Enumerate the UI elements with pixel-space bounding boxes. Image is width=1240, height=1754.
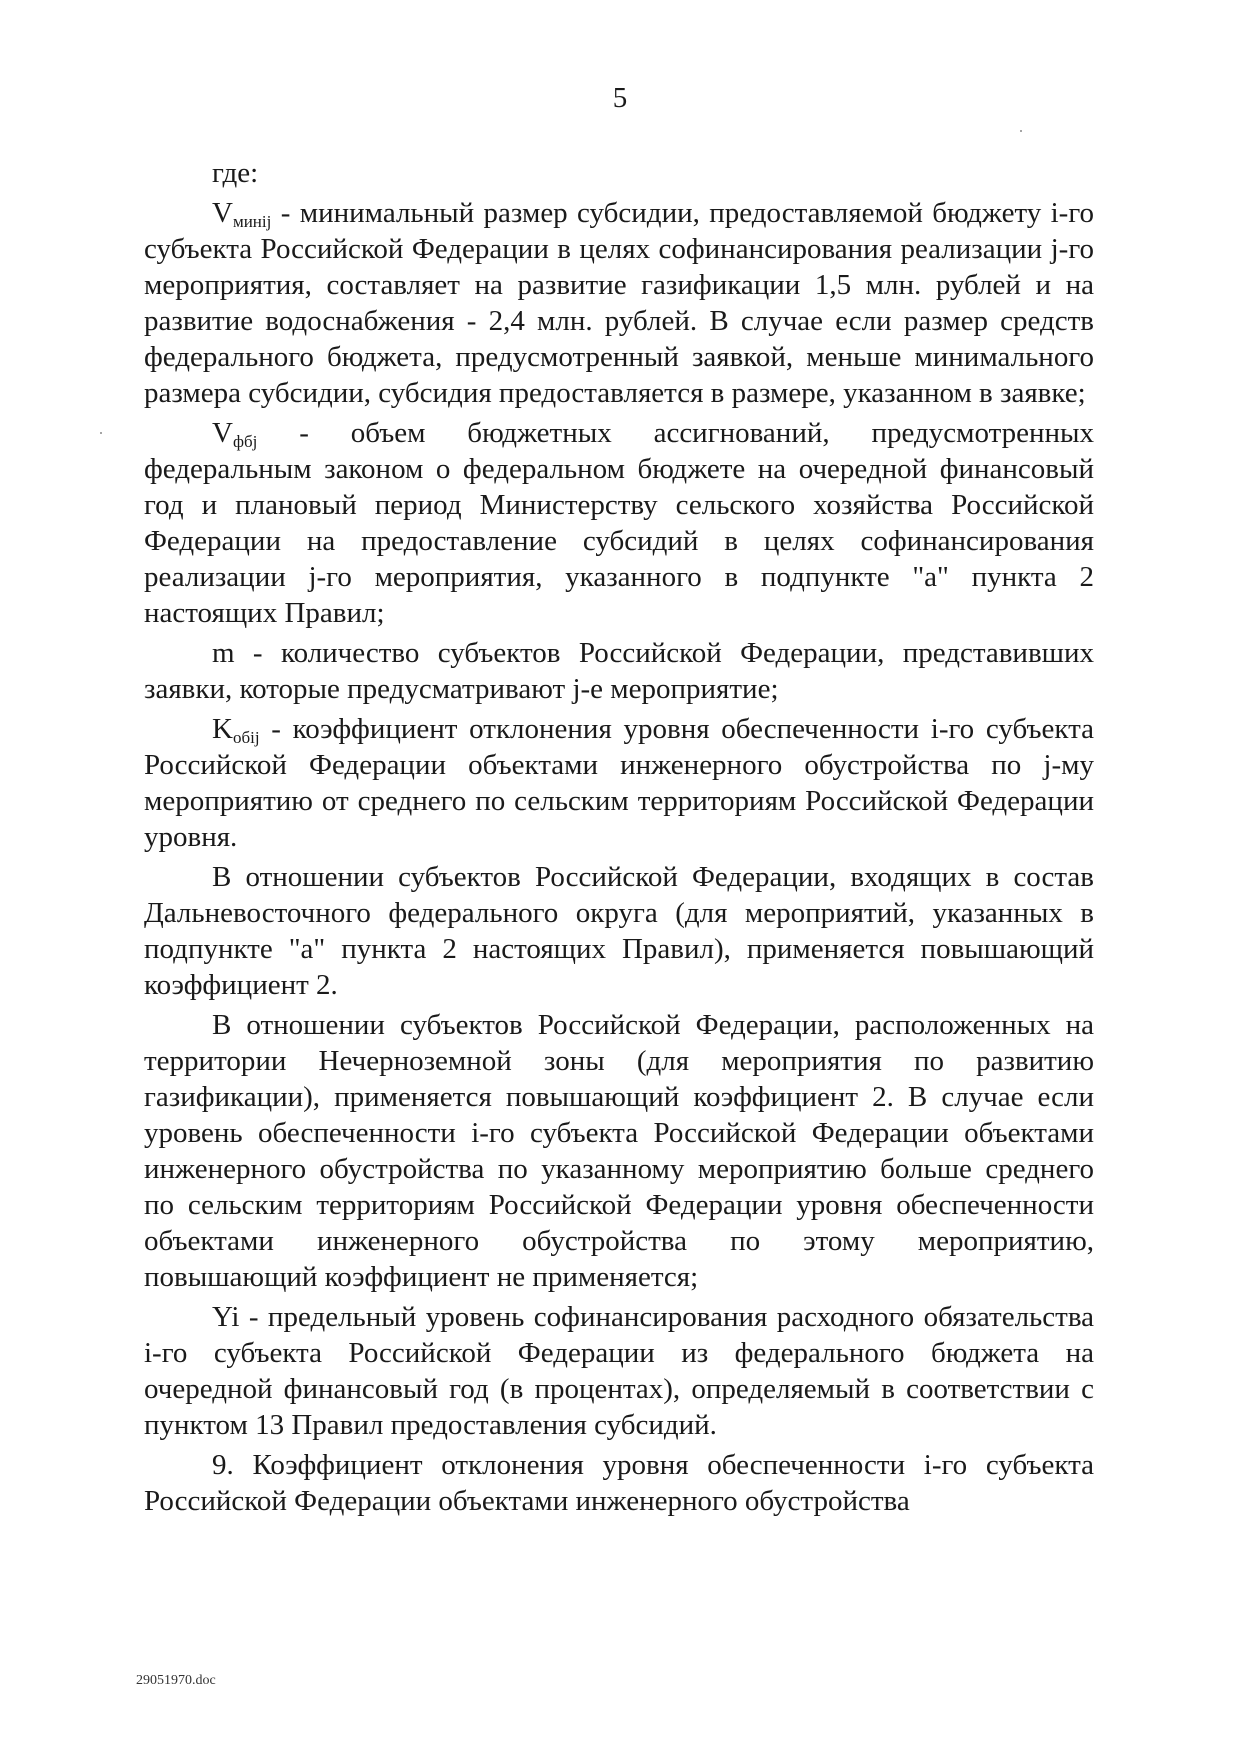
var-symbol: $V_{минij}$ bbox=[212, 197, 272, 231]
definition-k-ob bbox=[144, 711, 1094, 855]
var-symbol: $K_{обij}$ bbox=[212, 713, 260, 747]
scan-speck bbox=[1020, 130, 1022, 132]
paragraph-far-east: В отношении субъектов Российской Федерации, входящих в состав Дальневосточного федерального округа (для мероприятий, указанных в подпункте "а" пункта 2 настоящих Правил), применяется повышающий коэффициент 2. bbox=[144, 861, 1094, 1001]
definition-yi bbox=[144, 1299, 1094, 1443]
definition-text: - предельный уровень софинансирования расходного обязательства i-го субъекта Российской Федерации из федерального бюджета на очередной финансовый год (в процентах), определяемый в соответствии с пунктом 13 Правил предоставления субсидий. bbox=[144, 1301, 1094, 1441]
intro-line: где: bbox=[212, 157, 259, 189]
document-body bbox=[144, 155, 1094, 1523]
scan-speck bbox=[100, 432, 102, 434]
var-subscript: минij bbox=[232, 212, 272, 231]
var-symbol: m bbox=[212, 637, 235, 669]
definition-text: - объем бюджетных ассигнований, предусмотренных федеральным законом о федеральном бюджете на очередной финансовый год и плановый период Министерству сельского хозяйства Российской Федерации на предоставление субсидий в целях софинансирования реализации j-го мероприятия, указанного в подпункте "а" пункта 2 настоящих Правил; bbox=[144, 417, 1094, 629]
var-subscript: обij bbox=[232, 728, 260, 747]
item-9: 9. Коэффициент отклонения уровня обеспеченности i-го субъекта Российской Федерации объектами инженерного обустройства bbox=[144, 1449, 1094, 1517]
var-symbol: Yi bbox=[212, 1301, 240, 1333]
definition-text: - коэффициент отклонения уровня обеспеченности i-го субъекта Российской Федерации объектами инженерного обустройства по j-му мероприятию от среднего по сельским территориям Российской Федерации уровня. bbox=[144, 713, 1094, 853]
definition-text: - минимальный размер субсидии, предоставляемой бюджету i-го субъекта Российской Федерации в целях софинансирования реализации j-го мероприятия, составляет на развитие газификации 1,5 млн. рублей и на развитие водоснабжения - 2,4 млн. рублей. В случае если размер средств федерального бюджета, предусмотренный заявкой, меньше минимального размера субсидии, субсидия предоставляется в размере, указанном в заявке; bbox=[144, 197, 1094, 409]
paragraph-non-chernozem: В отношении субъектов Российской Федерации, расположенных на территории Нечерноземной зоны (для мероприятия по развитию газификации), применяется повышающий коэффициент 2. В случае если уровень обеспеченности i-го субъекта Российской Федерации объектами инженерного обустройства по указанному мероприятию больше среднего по сельским территориям Российской Федерации уровня обеспеченности объектами инженерного обустройства по этому мероприятию, повышающий коэффициент не применяется; bbox=[144, 1009, 1094, 1293]
definition-v-fb bbox=[144, 415, 1094, 631]
page-number: 5 bbox=[612, 82, 628, 114]
definition-m bbox=[144, 635, 1094, 707]
definition-text: - количество субъектов Российской Федерации, представивших заявки, которые предусматривают j-е мероприятие; bbox=[144, 637, 1094, 705]
var-symbol: $V_{фбj}$ bbox=[212, 417, 258, 451]
var-subscript: фбj bbox=[232, 432, 258, 451]
footer-filename: 29051970.doc bbox=[136, 1673, 216, 1688]
definition-v-min bbox=[144, 195, 1094, 411]
